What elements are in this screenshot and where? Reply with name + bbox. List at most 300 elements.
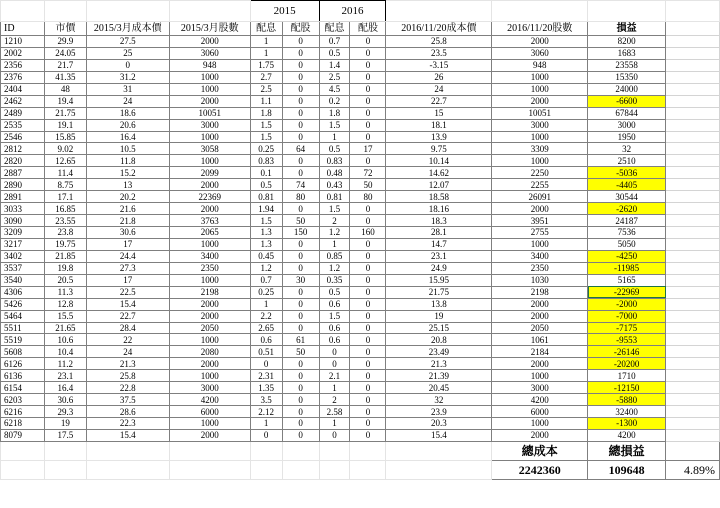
table-cell[interactable]: 0	[350, 215, 386, 227]
table-cell[interactable]: 1000	[169, 83, 250, 95]
table-cell[interactable]: 0.5	[319, 286, 350, 298]
table-cell[interactable]: 12.8	[44, 298, 86, 310]
table-cell[interactable]: 21.7	[44, 59, 86, 71]
table-cell[interactable]: 1950	[588, 131, 666, 143]
table-cell[interactable]: 0	[350, 274, 386, 286]
table-cell[interactable]: 8200	[588, 36, 666, 48]
table-cell[interactable]: 15.2	[86, 167, 169, 179]
table-cell[interactable]: 3060	[492, 47, 588, 59]
table-cell[interactable]: 5464	[1, 310, 45, 322]
table-cell[interactable]: 0	[319, 358, 350, 370]
table-cell[interactable]: 13.9	[386, 131, 492, 143]
table-cell[interactable]: 22.5	[86, 286, 169, 298]
table-cell[interactable]: 21.39	[386, 370, 492, 382]
table-cell[interactable]: 80	[282, 191, 319, 203]
table-cell[interactable]: 9.75	[386, 143, 492, 155]
table-cell[interactable]: 1710	[588, 370, 666, 382]
table-cell[interactable]: 2.5	[250, 83, 282, 95]
table-cell[interactable]: 0	[282, 262, 319, 274]
table-cell[interactable]: 15.4	[86, 298, 169, 310]
table-cell[interactable]: 1.4	[319, 59, 350, 71]
table-cell[interactable]: 2891	[1, 191, 45, 203]
table-cell[interactable]: 0	[350, 429, 386, 441]
table-cell[interactable]: 0	[282, 358, 319, 370]
table-cell[interactable]: 0	[350, 155, 386, 167]
table-cell[interactable]: 0	[282, 370, 319, 382]
table-cell[interactable]: 3000	[588, 119, 666, 131]
table-cell[interactable]: 0	[282, 298, 319, 310]
table-cell[interactable]: 23.9	[386, 406, 492, 418]
table-cell[interactable]: 17.5	[44, 429, 86, 441]
table-cell[interactable]: 0	[350, 250, 386, 262]
table-cell[interactable]: -12150	[588, 382, 666, 394]
table-cell[interactable]: 1210	[1, 36, 45, 48]
table-cell[interactable]: 17	[86, 274, 169, 286]
table-cell[interactable]: 21.8	[86, 215, 169, 227]
year-2015-header[interactable]: 2015	[250, 1, 319, 22]
table-cell[interactable]: 0	[350, 203, 386, 215]
table-cell[interactable]: 3400	[492, 250, 588, 262]
table-cell[interactable]: 3000	[169, 119, 250, 131]
table-cell[interactable]: 24.05	[44, 47, 86, 59]
table-cell[interactable]: 948	[492, 59, 588, 71]
table-cell[interactable]: 1.1	[250, 95, 282, 107]
table-cell[interactable]: 0	[350, 286, 386, 298]
table-cell[interactable]: 1.5	[319, 119, 350, 131]
table-cell[interactable]: 2.5	[319, 71, 350, 83]
table-cell[interactable]: 67844	[588, 107, 666, 119]
table-cell[interactable]: 0.51	[250, 346, 282, 358]
table-cell[interactable]: 0	[282, 286, 319, 298]
table-cell[interactable]: 2535	[1, 119, 45, 131]
table-cell[interactable]: 150	[282, 227, 319, 239]
table-cell[interactable]: 22	[86, 334, 169, 346]
table-cell[interactable]: 0	[282, 59, 319, 71]
table-cell[interactable]: 2000	[169, 179, 250, 191]
table-cell[interactable]: 19.75	[44, 238, 86, 250]
table-cell[interactable]: 0.6	[250, 334, 282, 346]
table-cell[interactable]: -7175	[588, 322, 666, 334]
table-cell[interactable]: 2000	[492, 36, 588, 48]
table-cell[interactable]: 24	[86, 95, 169, 107]
table-cell[interactable]: 0.6	[319, 334, 350, 346]
table-cell[interactable]: 2812	[1, 143, 45, 155]
table-cell[interactable]: 0.5	[319, 47, 350, 59]
table-cell[interactable]: 32400	[588, 406, 666, 418]
table-cell[interactable]: 50	[282, 346, 319, 358]
table-cell[interactable]: 1.2	[250, 262, 282, 274]
table-cell[interactable]: 1000	[492, 238, 588, 250]
table-cell[interactable]: 6126	[1, 358, 45, 370]
table-cell[interactable]: 3000	[492, 382, 588, 394]
table-cell[interactable]: 23.1	[386, 250, 492, 262]
table-cell[interactable]: 1	[250, 47, 282, 59]
table-cell[interactable]: 19.4	[44, 95, 86, 107]
table-cell[interactable]: 0	[282, 155, 319, 167]
table-cell[interactable]: 1	[250, 298, 282, 310]
table-cell[interactable]: 1	[319, 238, 350, 250]
table-cell[interactable]: 29.3	[44, 406, 86, 418]
table-cell[interactable]: 2462	[1, 95, 45, 107]
table-cell[interactable]: 2	[319, 394, 350, 406]
table-cell[interactable]: 0	[319, 346, 350, 358]
table-cell[interactable]: 20.3	[386, 418, 492, 430]
table-cell[interactable]: 21.85	[44, 250, 86, 262]
table-cell[interactable]: 1030	[492, 274, 588, 286]
table-cell[interactable]: 1	[250, 418, 282, 430]
table-cell[interactable]: 15	[386, 107, 492, 119]
table-cell[interactable]: 3090	[1, 215, 45, 227]
table-cell[interactable]: 18.1	[386, 119, 492, 131]
table-cell[interactable]: 22.7	[86, 310, 169, 322]
table-cell[interactable]: 6218	[1, 418, 45, 430]
table-cell[interactable]: 15350	[588, 71, 666, 83]
table-cell[interactable]: -5880	[588, 394, 666, 406]
table-cell[interactable]: 3060	[169, 47, 250, 59]
table-cell[interactable]: 15.4	[86, 429, 169, 441]
table-cell[interactable]: 0	[319, 429, 350, 441]
table-cell[interactable]: 0	[86, 59, 169, 71]
table-cell[interactable]: 4200	[492, 394, 588, 406]
table-cell[interactable]: 5511	[1, 322, 45, 334]
table-cell[interactable]: 23.5	[386, 47, 492, 59]
table-cell[interactable]: 22.8	[86, 382, 169, 394]
table-cell[interactable]: 22.3	[86, 418, 169, 430]
table-cell[interactable]: 25.8	[86, 370, 169, 382]
header-2015-stock-dividend[interactable]: 配股	[282, 22, 319, 36]
table-cell[interactable]: 24	[386, 83, 492, 95]
header-market-price[interactable]: 市價	[44, 22, 86, 36]
table-cell[interactable]: 2.58	[319, 406, 350, 418]
table-cell[interactable]: 72	[350, 167, 386, 179]
table-cell[interactable]: 0	[350, 406, 386, 418]
table-cell[interactable]: 23.1	[44, 370, 86, 382]
table-cell[interactable]: 30544	[588, 191, 666, 203]
table-cell[interactable]: 15.5	[44, 310, 86, 322]
table-cell[interactable]: 17.1	[44, 191, 86, 203]
table-cell[interactable]: 11.4	[44, 167, 86, 179]
table-cell[interactable]: 3033	[1, 203, 45, 215]
table-cell[interactable]: 6136	[1, 370, 45, 382]
table-cell[interactable]: 1000	[169, 334, 250, 346]
table-cell[interactable]: 0.2	[319, 95, 350, 107]
table-cell[interactable]: 24	[86, 346, 169, 358]
table-cell[interactable]: 2356	[1, 59, 45, 71]
table-cell[interactable]: 2.7	[250, 71, 282, 83]
table-cell[interactable]: 7536	[588, 227, 666, 239]
table-cell[interactable]: 2198	[169, 286, 250, 298]
table-cell[interactable]: 0	[282, 310, 319, 322]
table-cell[interactable]: 23.49	[386, 346, 492, 358]
table-cell[interactable]: 1000	[492, 155, 588, 167]
year-2016-header[interactable]: 2016	[319, 1, 386, 22]
table-cell[interactable]: 2489	[1, 107, 45, 119]
table-cell[interactable]: 20.2	[86, 191, 169, 203]
table-cell[interactable]: 5608	[1, 346, 45, 358]
table-cell[interactable]: 0.81	[250, 191, 282, 203]
table-cell[interactable]: 2000	[492, 358, 588, 370]
table-cell[interactable]: 3209	[1, 227, 45, 239]
table-cell[interactable]: 0	[282, 71, 319, 83]
table-cell[interactable]: -20200	[588, 358, 666, 370]
table-cell[interactable]: 21.3	[386, 358, 492, 370]
table-cell[interactable]: 28.4	[86, 322, 169, 334]
table-cell[interactable]: 3402	[1, 250, 45, 262]
table-cell[interactable]: 0.25	[250, 286, 282, 298]
table-cell[interactable]: 41.35	[44, 71, 86, 83]
table-cell[interactable]: 80	[350, 191, 386, 203]
table-cell[interactable]: 0	[282, 131, 319, 143]
table-cell[interactable]: 0	[350, 418, 386, 430]
table-cell[interactable]: 20.5	[44, 274, 86, 286]
table-cell[interactable]: 3.5	[250, 394, 282, 406]
table-cell[interactable]: 2000	[492, 310, 588, 322]
table-cell[interactable]: 0	[282, 83, 319, 95]
table-cell[interactable]: 1061	[492, 334, 588, 346]
table-cell[interactable]: 6216	[1, 406, 45, 418]
table-cell[interactable]: 0	[250, 429, 282, 441]
table-cell[interactable]: 2.31	[250, 370, 282, 382]
table-cell[interactable]: 0	[282, 394, 319, 406]
table-cell[interactable]: 22369	[169, 191, 250, 203]
table-cell[interactable]: 2755	[492, 227, 588, 239]
table-cell[interactable]: 12.07	[386, 179, 492, 191]
table-cell[interactable]: 6154	[1, 382, 45, 394]
table-cell[interactable]: 2546	[1, 131, 45, 143]
table-cell[interactable]: 30	[282, 274, 319, 286]
table-cell[interactable]: 2000	[169, 310, 250, 322]
table-cell[interactable]: 160	[350, 227, 386, 239]
table-cell[interactable]: 5050	[588, 238, 666, 250]
table-cell[interactable]: 0	[350, 238, 386, 250]
table-cell[interactable]: 20.6	[86, 119, 169, 131]
table-cell[interactable]: 0	[350, 59, 386, 71]
table-cell[interactable]: 0.5	[250, 179, 282, 191]
table-cell[interactable]: 2	[319, 215, 350, 227]
table-cell[interactable]: 2002	[1, 47, 45, 59]
table-cell[interactable]: 2050	[169, 322, 250, 334]
table-cell[interactable]: 22.7	[386, 95, 492, 107]
table-cell[interactable]: 0	[282, 238, 319, 250]
table-cell[interactable]: 2887	[1, 167, 45, 179]
table-cell[interactable]: 10.4	[44, 346, 86, 358]
table-cell[interactable]: 15.85	[44, 131, 86, 143]
header-2015-cost[interactable]: 2015/3月成本價	[86, 22, 169, 36]
table-cell[interactable]: 0.6	[319, 298, 350, 310]
table-cell[interactable]: 2890	[1, 179, 45, 191]
table-cell[interactable]: 0	[282, 418, 319, 430]
table-cell[interactable]: 30.6	[86, 227, 169, 239]
table-cell[interactable]: 4200	[588, 429, 666, 441]
table-cell[interactable]: 11.3	[44, 286, 86, 298]
table-cell[interactable]: 2255	[492, 179, 588, 191]
table-cell[interactable]: 50	[282, 215, 319, 227]
table-cell[interactable]: 0	[350, 310, 386, 322]
table-cell[interactable]: 21.3	[86, 358, 169, 370]
table-cell[interactable]: 0.25	[250, 143, 282, 155]
table-cell[interactable]: 21.65	[44, 322, 86, 334]
table-cell[interactable]: 16.4	[86, 131, 169, 143]
table-cell[interactable]: 1.5	[319, 203, 350, 215]
table-cell[interactable]: 1	[319, 382, 350, 394]
table-cell[interactable]: 1000	[169, 131, 250, 143]
table-cell[interactable]: 2000	[492, 298, 588, 310]
table-cell[interactable]: 2184	[492, 346, 588, 358]
table-cell[interactable]: 0	[350, 119, 386, 131]
table-cell[interactable]: 0	[350, 95, 386, 107]
header-profit-loss[interactable]: 損益	[588, 22, 666, 36]
table-cell[interactable]: 1.8	[250, 107, 282, 119]
table-cell[interactable]: 11.8	[86, 155, 169, 167]
table-cell[interactable]: -4250	[588, 250, 666, 262]
table-cell[interactable]: 2000	[492, 95, 588, 107]
table-cell[interactable]: 3540	[1, 274, 45, 286]
table-cell[interactable]: 0	[350, 358, 386, 370]
table-cell[interactable]: 1.5	[250, 131, 282, 143]
table-cell[interactable]: 0	[350, 334, 386, 346]
table-cell[interactable]: 15.95	[386, 274, 492, 286]
table-cell[interactable]: 0	[350, 71, 386, 83]
header-2016-cost[interactable]: 2016/11/20成本價	[386, 22, 492, 36]
table-cell[interactable]: 2.1	[319, 370, 350, 382]
table-cell[interactable]: 0.6	[319, 322, 350, 334]
table-cell[interactable]: 2350	[169, 262, 250, 274]
table-cell[interactable]: 4.5	[319, 83, 350, 95]
header-id[interactable]: ID	[1, 22, 45, 36]
table-cell[interactable]: 0.48	[319, 167, 350, 179]
table-cell[interactable]: 0	[350, 382, 386, 394]
table-cell[interactable]: 0	[282, 203, 319, 215]
table-cell[interactable]: 0	[350, 346, 386, 358]
table-cell[interactable]: 24187	[588, 215, 666, 227]
table-cell[interactable]: 32	[588, 143, 666, 155]
table-cell[interactable]: 1000	[169, 71, 250, 83]
table-cell[interactable]: 25.15	[386, 322, 492, 334]
table-cell[interactable]: 17	[86, 238, 169, 250]
return-ratio[interactable]: 4.89%	[666, 460, 720, 479]
table-cell[interactable]: 19	[44, 418, 86, 430]
header-2016-stock-dividend[interactable]: 配股	[350, 22, 386, 36]
table-cell[interactable]: 27.5	[86, 36, 169, 48]
table-cell[interactable]: 2198	[492, 286, 588, 298]
table-cell[interactable]: 2350	[492, 262, 588, 274]
table-cell[interactable]: 1	[319, 418, 350, 430]
table-cell[interactable]: 0	[250, 358, 282, 370]
table-cell[interactable]: 1000	[492, 71, 588, 83]
table-cell[interactable]: 1.3	[250, 227, 282, 239]
table-cell[interactable]: 13.8	[386, 298, 492, 310]
table-cell[interactable]: 16.4	[44, 382, 86, 394]
table-cell[interactable]: 0	[282, 95, 319, 107]
table-cell[interactable]: 0.83	[319, 155, 350, 167]
table-cell[interactable]: -11985	[588, 262, 666, 274]
table-cell[interactable]: 13	[86, 179, 169, 191]
table-cell[interactable]: 4200	[169, 394, 250, 406]
table-cell[interactable]: 0.81	[319, 191, 350, 203]
table-cell[interactable]: 1000	[169, 274, 250, 286]
table-cell[interactable]: 0	[282, 36, 319, 48]
table-cell[interactable]: 0	[282, 406, 319, 418]
table-cell[interactable]: 17	[350, 143, 386, 155]
table-cell[interactable]: 0	[350, 394, 386, 406]
table-cell[interactable]: 1000	[169, 155, 250, 167]
table-cell[interactable]: 2000	[169, 95, 250, 107]
table-cell[interactable]: 2820	[1, 155, 45, 167]
table-cell[interactable]: 3000	[492, 119, 588, 131]
table-cell[interactable]: 2000	[492, 429, 588, 441]
table-cell[interactable]: 1000	[169, 238, 250, 250]
table-cell[interactable]: 24000	[588, 83, 666, 95]
table-cell[interactable]: 0.5	[319, 143, 350, 155]
table-cell[interactable]: 0.7	[250, 274, 282, 286]
header-2016-cash-dividend[interactable]: 配息	[319, 22, 350, 36]
table-cell[interactable]: 0	[350, 107, 386, 119]
table-cell[interactable]: 1000	[492, 131, 588, 143]
table-cell[interactable]: 1.2	[319, 227, 350, 239]
table-cell[interactable]: 0	[282, 167, 319, 179]
table-cell[interactable]: 1.5	[250, 215, 282, 227]
table-cell[interactable]: 1000	[492, 83, 588, 95]
table-cell[interactable]: 48	[44, 83, 86, 95]
table-cell[interactable]: 2065	[169, 227, 250, 239]
table-cell[interactable]: 0	[282, 250, 319, 262]
table-cell[interactable]: 2000	[492, 203, 588, 215]
table-cell[interactable]: 25	[86, 47, 169, 59]
table-cell[interactable]: 8079	[1, 429, 45, 441]
table-cell[interactable]: 50	[350, 179, 386, 191]
table-cell[interactable]: 10.5	[86, 143, 169, 155]
table-cell[interactable]: 1000	[169, 370, 250, 382]
table-cell[interactable]: 30.6	[44, 394, 86, 406]
table-cell[interactable]: 0.1	[250, 167, 282, 179]
table-cell[interactable]: 0	[350, 262, 386, 274]
table-cell[interactable]: 1.75	[250, 59, 282, 71]
table-cell[interactable]: 64	[282, 143, 319, 155]
table-cell[interactable]: 10.14	[386, 155, 492, 167]
table-cell[interactable]: 0	[282, 322, 319, 334]
table-cell[interactable]: 2080	[169, 346, 250, 358]
table-cell[interactable]: 19.8	[44, 262, 86, 274]
table-cell[interactable]: 2250	[492, 167, 588, 179]
table-cell[interactable]: 3058	[169, 143, 250, 155]
table-cell[interactable]: 21.6	[86, 203, 169, 215]
table-cell[interactable]: 5426	[1, 298, 45, 310]
table-cell[interactable]: 20.8	[386, 334, 492, 346]
total-pl-value[interactable]: 109648	[588, 460, 666, 479]
table-cell[interactable]: 0	[350, 131, 386, 143]
table-cell[interactable]: 6203	[1, 394, 45, 406]
table-cell[interactable]: 0.83	[250, 155, 282, 167]
table-cell[interactable]: 25.8	[386, 36, 492, 48]
table-cell[interactable]: -6600	[588, 95, 666, 107]
table-cell[interactable]: 3537	[1, 262, 45, 274]
table-cell[interactable]: 0	[282, 382, 319, 394]
table-cell[interactable]: 2000	[169, 203, 250, 215]
table-cell[interactable]: 9.02	[44, 143, 86, 155]
table-cell[interactable]: 1.8	[319, 107, 350, 119]
table-cell[interactable]: 1	[319, 131, 350, 143]
table-cell[interactable]: 2.2	[250, 310, 282, 322]
table-cell[interactable]: 10.6	[44, 334, 86, 346]
table-cell[interactable]: 3309	[492, 143, 588, 155]
table-cell[interactable]: 2050	[492, 322, 588, 334]
table-cell[interactable]: 2000	[169, 298, 250, 310]
table-cell[interactable]: 948	[169, 59, 250, 71]
table-cell[interactable]: 31	[86, 83, 169, 95]
table-cell[interactable]: 4306	[1, 286, 45, 298]
table-cell[interactable]: 3400	[169, 250, 250, 262]
table-cell[interactable]: 1	[250, 36, 282, 48]
